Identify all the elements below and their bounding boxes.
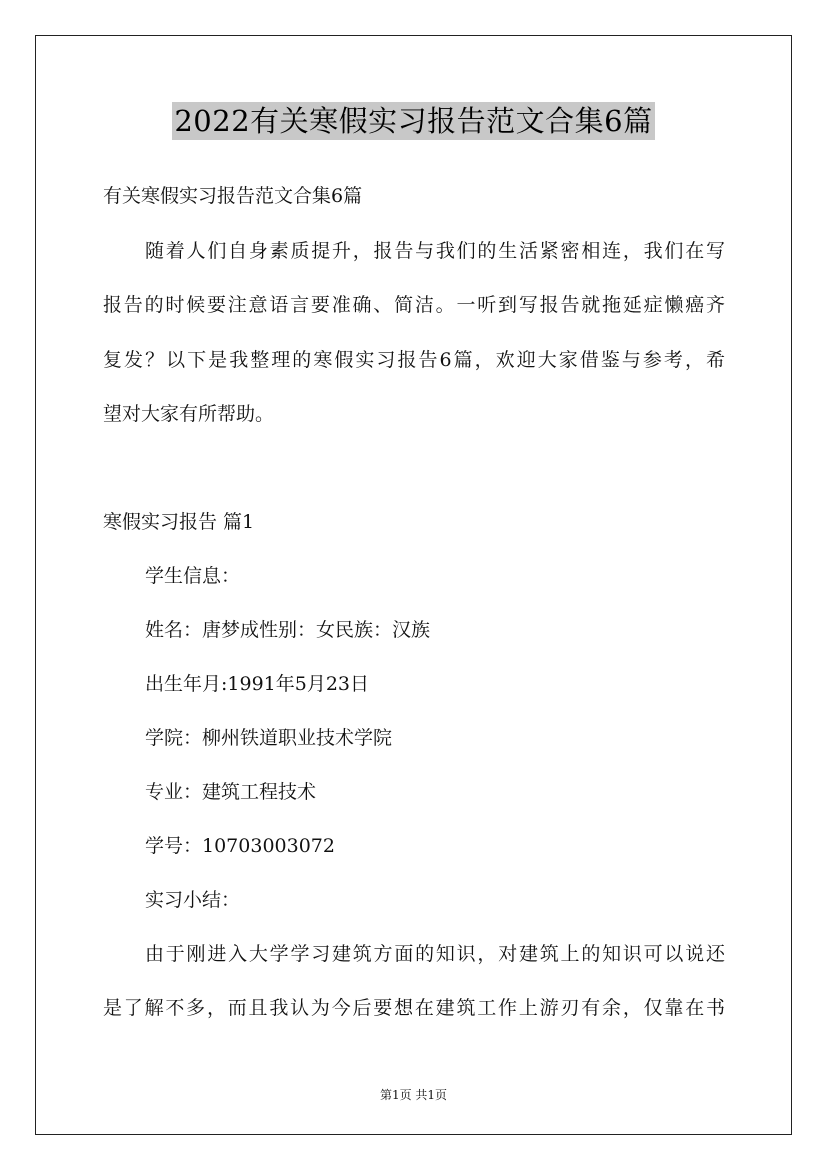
intro-line-2: 报告的时候要注意语言要准确、简洁。一听到写报告就拖延症懒癌齐 xyxy=(103,294,725,316)
intro-line-3: 复发？以下是我整理的寒假实习报告6篇，欢迎大家借鉴与参考，希 xyxy=(103,349,725,371)
intro-line-4: 望对大家有所帮助。 xyxy=(103,403,275,425)
intro-line-1: 随着人们自身素质提升，报告与我们的生活紧密相连，我们在写 xyxy=(145,240,725,262)
name-line: 姓名：唐梦成性别：女民族：汉族 xyxy=(145,619,431,641)
college-line: 学院：柳州铁道职业技术学院 xyxy=(145,727,393,749)
summary-line-1: 由于刚进入大学学习建筑方面的知识，对建筑上的知识可以说还 xyxy=(145,943,725,965)
student-id-line: 学号：10703003072 xyxy=(145,835,335,857)
summary-line-2: 是了解不多，而且我认为今后要想在建筑工作上游刃有余，仅靠在书 xyxy=(103,997,725,1019)
major-line: 专业：建筑工程技术 xyxy=(145,781,317,803)
birth-line: 出生年月:1991年5月23日 xyxy=(145,673,370,695)
document-subtitle: 有关寒假实习报告范文合集6篇 xyxy=(103,185,363,207)
section-heading: 寒假实习报告 篇1 xyxy=(103,511,255,533)
summary-label: 实习小结： xyxy=(145,889,241,911)
document-title: 2022有关寒假实习报告范文合集6篇 xyxy=(174,104,653,138)
page-footer: 第1页 共1页 xyxy=(379,1088,448,1102)
student-info-label: 学生信息： xyxy=(145,565,241,587)
title-container xyxy=(0,102,827,140)
